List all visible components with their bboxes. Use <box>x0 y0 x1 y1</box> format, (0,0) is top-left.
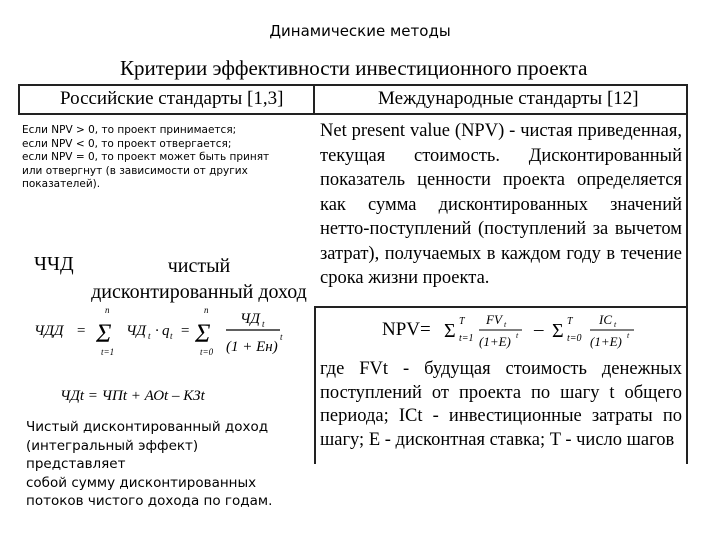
chd-definition: чистый дисконтированный доход <box>91 255 307 303</box>
npv-num1: FV <box>486 312 502 327</box>
npv-lhs: NPV= <box>382 319 431 340</box>
frac-den-sup: t <box>280 332 283 342</box>
npv-sigma-2: Σ <box>552 320 564 342</box>
table-right-border-lower <box>686 306 688 464</box>
description-line: потоков чистого дохода по годам. <box>26 493 273 509</box>
npv-formula <box>382 308 682 356</box>
international-standards-header: Международные стандарты [12] <box>378 88 639 109</box>
npv-sum-top-2: T <box>567 316 573 327</box>
formula-eq2: = <box>180 323 191 339</box>
chd-description <box>26 418 272 511</box>
q-sub: t <box>170 331 173 341</box>
term1: ЧД <box>126 323 146 339</box>
description-line: представляет <box>26 456 126 472</box>
npv-decision-rules <box>22 124 269 192</box>
npv-sum-bottom-1: t=1 <box>459 333 474 344</box>
description-line: Чистый дисконтированный доход <box>26 419 269 435</box>
formula-lhs: ЧДД <box>34 323 64 339</box>
frac-num-sub: t <box>262 319 265 329</box>
rule-line: или отвергнут (в зависимости от других <box>22 164 248 177</box>
sum-bottom-2: t=0 <box>200 347 214 357</box>
chdd-formula <box>34 305 294 365</box>
formula-eq: = <box>76 323 87 339</box>
npv-sum-top-1: T <box>459 316 465 327</box>
npv-minus: – <box>534 319 544 340</box>
npv-num2-sub: t <box>614 320 617 329</box>
npv-den1-sup: t <box>516 331 519 340</box>
table-left-border <box>18 84 20 114</box>
header-bottom-border <box>18 113 688 115</box>
sigma-2: Σ <box>195 319 211 348</box>
slide-title: Динамические методы <box>269 22 451 40</box>
npv-den2-sup: t <box>627 331 630 340</box>
npv-definition: Net present value (NPV) - чистая приведенная, текущая стоимость. Дисконтированный показатель ценности проекта определяется как сумма дисконтированных значений нетто-поступлений (поступлений за вычетом затрат), получаемых в каждом году в течение срока жизни проекта. <box>320 121 682 288</box>
term1-sub: t <box>148 331 151 341</box>
rule-line: если NPV = 0, то проект может быть принят <box>22 151 270 163</box>
rule-line: показателей). <box>22 178 101 190</box>
npv-sigma-1: Σ <box>444 320 456 342</box>
npv-sum-bottom-2: t=0 <box>567 333 582 344</box>
frac-num: ЧД <box>240 311 260 327</box>
description-line: собой сумму дисконтированных <box>26 474 257 491</box>
russian-standards-header: Российские стандарты [1,3] <box>60 88 284 109</box>
table-right-border-upper <box>686 84 688 306</box>
table-top-border <box>18 84 688 86</box>
dot: · <box>155 323 159 339</box>
npv-den1: (1+E) <box>479 334 511 349</box>
table-title: Критерии эффективности инвестиционного проекта <box>120 56 588 80</box>
q: q <box>162 323 170 339</box>
npv-variables-explanation: где FVt - будущая стоимость денежных поступлений от проекта по шагу t общего периода; ICt - инвестиционные затраты по шагу; E - дисконтная ставка; T - число шагов <box>320 359 682 450</box>
sigma-1: Σ <box>96 319 112 348</box>
sum-top-1: n <box>105 305 110 315</box>
sum-bottom-1: t=1 <box>101 347 115 357</box>
right-lower-left-border <box>314 306 316 464</box>
rule-line: если NPV < 0, то проект отвергается; <box>22 137 232 150</box>
npv-num2: IC <box>599 312 612 327</box>
npv-den2: (1+E) <box>590 334 622 349</box>
header-divider <box>313 84 315 114</box>
npv-num1-sub: t <box>504 320 507 329</box>
description-line: (интегральный эффект) <box>26 437 199 454</box>
frac-den: (1 + Ен) <box>226 339 278 355</box>
chd-component-formula: ЧДt = ЧПt + АОt – КЗt <box>60 388 205 404</box>
sum-top-2: n <box>204 305 209 315</box>
chd-label: ЧЧД <box>34 253 74 275</box>
rule-line: Если NPV > 0, то проект принимается; <box>22 124 237 136</box>
